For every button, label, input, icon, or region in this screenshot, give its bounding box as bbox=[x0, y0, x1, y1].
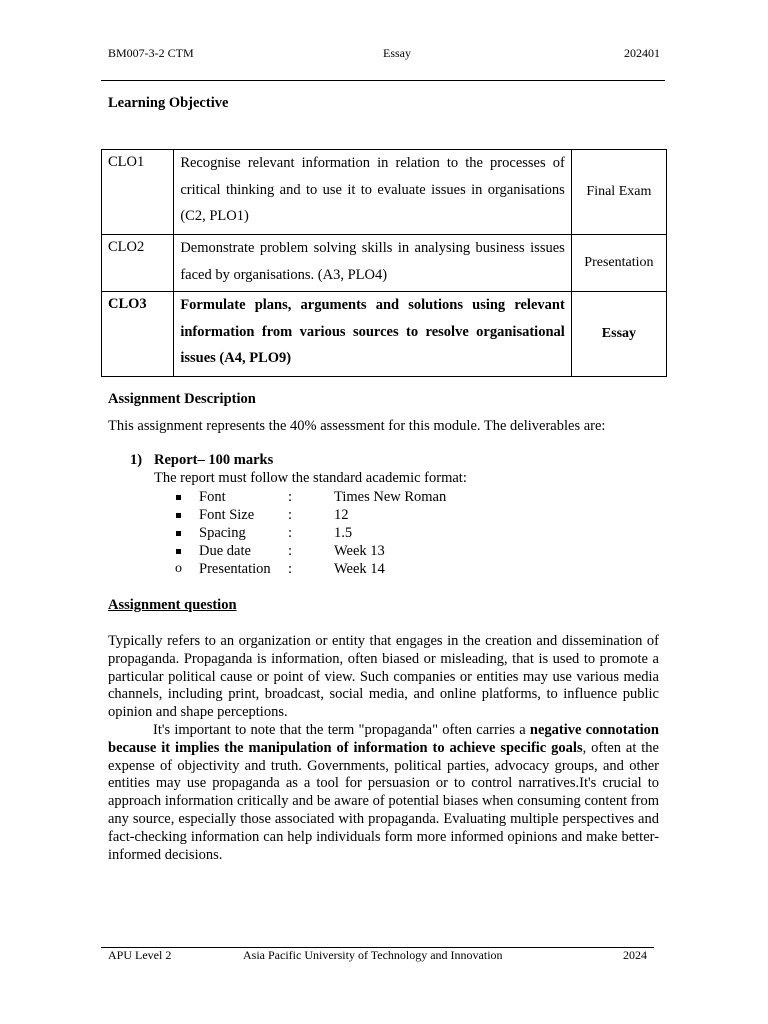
clo-table bbox=[101, 149, 667, 377]
footer-level: APU Level 2 bbox=[108, 948, 172, 962]
table-row bbox=[102, 235, 667, 292]
page-header bbox=[108, 46, 660, 64]
paragraph-2-emphasis: negative connotation because it implies the manipulation of information to achieve specific goals bbox=[108, 721, 660, 756]
format-key: Due date bbox=[199, 543, 251, 559]
format-key: Font Size bbox=[199, 507, 255, 523]
header-course-code: BM007-3-2 CTM bbox=[108, 46, 194, 60]
header-intake: 202401 bbox=[624, 46, 660, 60]
clo-assessment: Presentation bbox=[571, 235, 666, 292]
clo-code: CLO1 bbox=[102, 150, 174, 235]
assignment-intro: This assignment represents the 40% assessment for this module. The deliverables are: bbox=[108, 418, 606, 434]
header-doc-type: Essay bbox=[383, 46, 411, 60]
assignment-question-heading: Assignment question bbox=[108, 597, 237, 613]
footer-year: 2024 bbox=[623, 948, 647, 962]
list-item bbox=[173, 542, 473, 560]
format-value: 1.5 bbox=[334, 525, 353, 541]
clo-assessment: Final Exam bbox=[571, 150, 666, 235]
format-key: Presentation bbox=[199, 561, 271, 577]
circle-bullet-icon: o bbox=[175, 561, 182, 576]
format-value: 12 bbox=[334, 507, 349, 523]
format-key: Spacing bbox=[199, 525, 246, 541]
format-value: Week 14 bbox=[334, 561, 385, 577]
format-separator: : bbox=[288, 525, 293, 541]
list-item bbox=[173, 560, 473, 578]
list-item bbox=[173, 506, 473, 524]
assignment-question-body bbox=[108, 633, 659, 864]
report-note: The report must follow the standard academic format: bbox=[154, 470, 467, 486]
clo-description: Demonstrate problem solving skills in analysing business issues faced by organisations. (A3, PLO4) bbox=[174, 235, 571, 292]
format-key: Font bbox=[199, 489, 226, 505]
question-paragraph-1: Typically refers to an organization or entity that engages in the creation and dissemination of propaganda. Propaganda is information, often biased or misleading, that is used to promote a particular political cause or point of view. Such companies or entities may use various media channels, including print, broadcast, social media, and online platforms, to influence public opinion and shape perceptions. bbox=[108, 633, 659, 721]
paragraph-2-end: , often at the expense of objectivity and truth. Governments, political parties, advocacy groups, and other entities may use propaganda as a tool for persuasion or to control narratives.It's crucial to approach information critically and be aware of potential biases when consuming content from any source, especially those associated with propaganda. Evaluating multiple perspectives and fact-checking information can help individuals form more informed opinions and make better-informed decisions. bbox=[108, 739, 659, 863]
clo-description: Recognise relevant information in relation to the processes of critical thinking and to use it to evaluate issues in organisations (C2, PLO1) bbox=[174, 150, 571, 235]
assignment-description-heading: Assignment Description bbox=[108, 391, 256, 407]
format-value: Week 13 bbox=[334, 543, 385, 559]
format-separator: : bbox=[288, 507, 293, 523]
paragraph-2-start: It's important to note that the term "propaganda" often carries a bbox=[153, 721, 530, 738]
learning-objective-heading: Learning Objective bbox=[108, 95, 229, 111]
clo-code: CLO2 bbox=[102, 235, 174, 292]
format-list bbox=[173, 488, 473, 578]
format-value: Times New Roman bbox=[334, 489, 447, 505]
format-separator: : bbox=[288, 561, 293, 577]
header-rule bbox=[101, 80, 665, 81]
list-item bbox=[173, 524, 473, 542]
format-separator: : bbox=[288, 543, 293, 559]
list-item bbox=[173, 488, 473, 506]
report-number: 1) bbox=[130, 452, 143, 468]
footer-institution: Asia Pacific University of Technology and Innovation bbox=[243, 948, 503, 962]
table-row bbox=[102, 150, 667, 235]
table-row bbox=[102, 292, 667, 377]
clo-code: CLO3 bbox=[102, 292, 174, 377]
question-paragraph-2 bbox=[108, 722, 659, 864]
format-separator: : bbox=[288, 489, 293, 505]
clo-description: Formulate plans, arguments and solutions using relevant information from various sources to resolve organisational issues (A4, PLO9) bbox=[174, 292, 571, 377]
report-title bbox=[130, 452, 273, 469]
clo-assessment: Essay bbox=[571, 292, 666, 377]
report-title-text: Report– 100 marks bbox=[154, 452, 274, 468]
